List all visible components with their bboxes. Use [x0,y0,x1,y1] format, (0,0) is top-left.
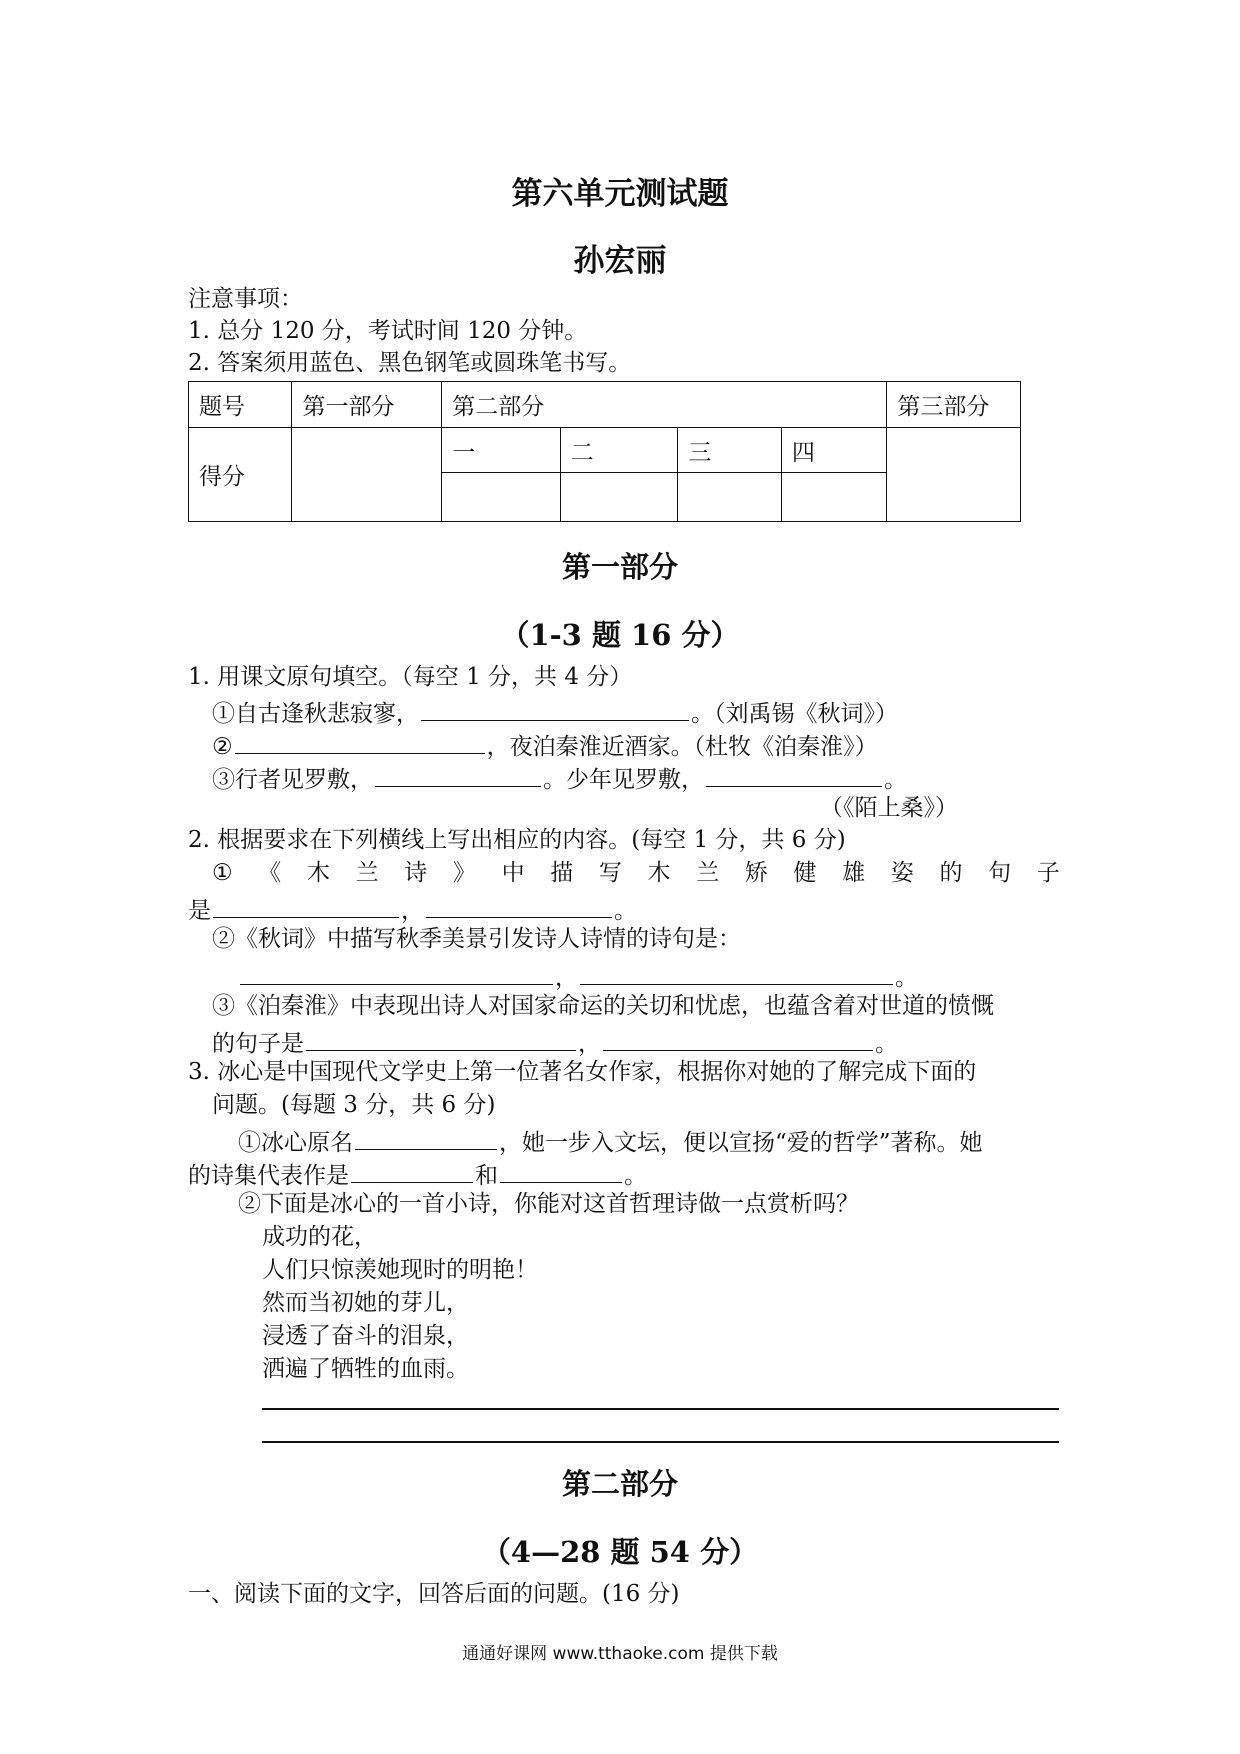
poem-line: 成功的花， [262,1224,377,1250]
q2-a-char: 子 [1036,860,1060,886]
part1-title: 第一部分 [561,550,678,584]
q3-a2-suffix: 。 [624,1163,647,1189]
note-item: 1. 总分 120 分，考试时间 120 分钟。 [188,318,588,344]
q1-c [212,764,907,792]
score-sub-header: 二 [560,428,678,473]
score-cell[interactable] [560,473,678,522]
author-name: 孙宏丽 [573,243,667,279]
q1-a-suffix: 。（刘禹锡《秋词》） [691,701,898,727]
answer-blank[interactable] [213,895,399,918]
poem-line: 然而当初她的芽儿， [262,1290,469,1316]
q3-stem-cont: 问题。(每题 3 分，共 6 分) [212,1092,496,1118]
answer-blank[interactable] [375,764,541,787]
part1-range: （1-3 题 16 分） [500,618,740,652]
q3-a-suffix: ，她一步入文坛，便以宣扬“爱的哲学”著称。她 [499,1130,983,1156]
score-table-header-part2: 第二部分 [442,382,887,428]
page-title: 第六单元测试题 [511,176,729,212]
q2-a-char: 雄 [842,860,866,886]
answer-blank[interactable] [580,962,893,985]
score-cell-part3[interactable] [887,428,1021,522]
q2-a-char: ① [212,860,233,886]
score-table-header-part3: 第三部分 [887,382,1021,428]
score-sub-header: 四 [781,428,887,473]
poem-line: 浸透了奋斗的泪泉， [262,1323,469,1349]
answer-line[interactable] [262,1441,1059,1443]
answer-line[interactable] [262,1408,1059,1410]
q2-a-char: 的 [939,860,963,886]
score-table-header-part1: 第一部分 [292,382,442,428]
q2-b-middle: ， [555,965,578,991]
score-cell-part1[interactable] [292,428,442,522]
q2-c-text: ③《泊秦淮》中表现出诗人对国家命运的关切和忧虑，也蕴含着对世道的愤慨 [212,993,994,1019]
q2-stem: 2. 根据要求在下列横线上写出相应的内容。(每空 1 分，共 6 分) [188,827,846,853]
q2-a-char: 兰 [355,860,379,886]
q2-c-answer [212,1028,898,1056]
section1-heading: 一、阅读下面的文字，回答后面的问题。(16 分) [188,1581,680,1607]
q2-a-char: 写 [598,860,622,886]
q2-a-char: 描 [550,860,574,886]
q2-a-char: 句 [988,860,1012,886]
q1-b [212,731,878,759]
q1-stem: 1. 用课文原句填空。（每空 1 分，共 4 分） [188,664,633,690]
answer-blank[interactable] [426,895,612,918]
score-sub-header: 一 [442,428,561,473]
score-table-row-label: 得分 [189,428,292,522]
q3-a2-middle: 和 [475,1163,498,1189]
answer-blank[interactable] [706,764,882,787]
page-footer: 通通好课网 www.tthaoke.com 提供下载 [462,1644,778,1664]
q2-a-char: 》 [452,860,476,886]
score-cell[interactable] [678,473,781,522]
q2-b-answer [238,962,918,990]
poem-line: 洒遍了牺牲的血雨。 [262,1356,469,1382]
q3-a [238,1127,983,1155]
q2-a-char: 诗 [404,860,428,886]
q2-a-line2 [188,895,637,923]
answer-blank[interactable] [355,1127,497,1150]
score-table [188,381,1021,522]
q2-c-prefix: 的句子是 [212,1031,304,1057]
q2-a-char: 木 [647,860,671,886]
q1-c-prefix: ③行者见罗敷， [212,767,373,793]
poem-line: 人们只惊羡她现时的明艳！ [262,1257,538,1283]
q2-c-suffix: 。 [875,1031,898,1057]
q2-a-middle: ， [401,898,424,924]
q2-a-char: 木 [306,860,330,886]
answer-blank[interactable] [351,1160,473,1183]
q3-a2-prefix: 的诗集代表作是 [188,1163,349,1189]
q2-a-char: 矫 [744,860,768,886]
part2-title: 第二部分 [561,1467,678,1501]
q1-c-suffix: 。 [884,767,907,793]
q1-b-suffix: ，夜泊秦淮近酒家。（杜牧《泊秦淮》） [486,734,878,760]
score-cell[interactable] [781,473,887,522]
q2-a-char: 中 [501,860,525,886]
q2-a-char: 健 [793,860,817,886]
score-table-header-number: 题号 [189,382,292,428]
note-item: 2. 答案须用蓝色、黑色钢笔或圆珠笔书写。 [188,350,632,376]
q3-b-text: ②下面是冰心的一首小诗，你能对这首哲理诗做一点赏析吗？ [238,1191,859,1217]
q2-a-line1 [212,862,1060,885]
answer-blank[interactable] [500,1160,622,1183]
q2-a-suffix: 。 [614,898,637,924]
q2-a-char: 姿 [890,860,914,886]
q2-c-middle: ， [578,1031,601,1057]
q2-a-prefix: 是 [188,898,211,924]
notes-heading: 注意事项： [188,286,303,312]
q1-a-prefix: ①自古逢秋悲寂寥， [212,701,419,727]
answer-blank[interactable] [235,731,485,754]
q2-a-char: 《 [258,860,282,886]
q3-stem: 3. 冰心是中国现代文学史上第一位著名女作家，根据你对她的了解完成下面的 [188,1059,977,1085]
score-cell[interactable] [442,473,561,522]
answer-blank[interactable] [306,1028,576,1051]
q2-b-text: ②《秋词》中描写秋季美景引发诗人诗情的诗句是： [212,926,741,952]
answer-blank[interactable] [421,698,689,721]
q1-c-middle: 。少年见罗敷， [543,767,704,793]
answer-blank[interactable] [603,1028,873,1051]
score-sub-header: 三 [678,428,781,473]
q2-a-char: 兰 [696,860,720,886]
answer-blank[interactable] [240,962,553,985]
q1-c-source: （《陌上桑》） [820,795,958,821]
part2-range: （4—28 题 54 分） [481,1535,759,1569]
q3-a-cont [188,1160,647,1188]
q1-b-prefix: ② [212,734,233,760]
q1-a [212,698,898,726]
q2-b-suffix: 。 [895,965,918,991]
q3-a-prefix: ①冰心原名 [238,1130,353,1156]
